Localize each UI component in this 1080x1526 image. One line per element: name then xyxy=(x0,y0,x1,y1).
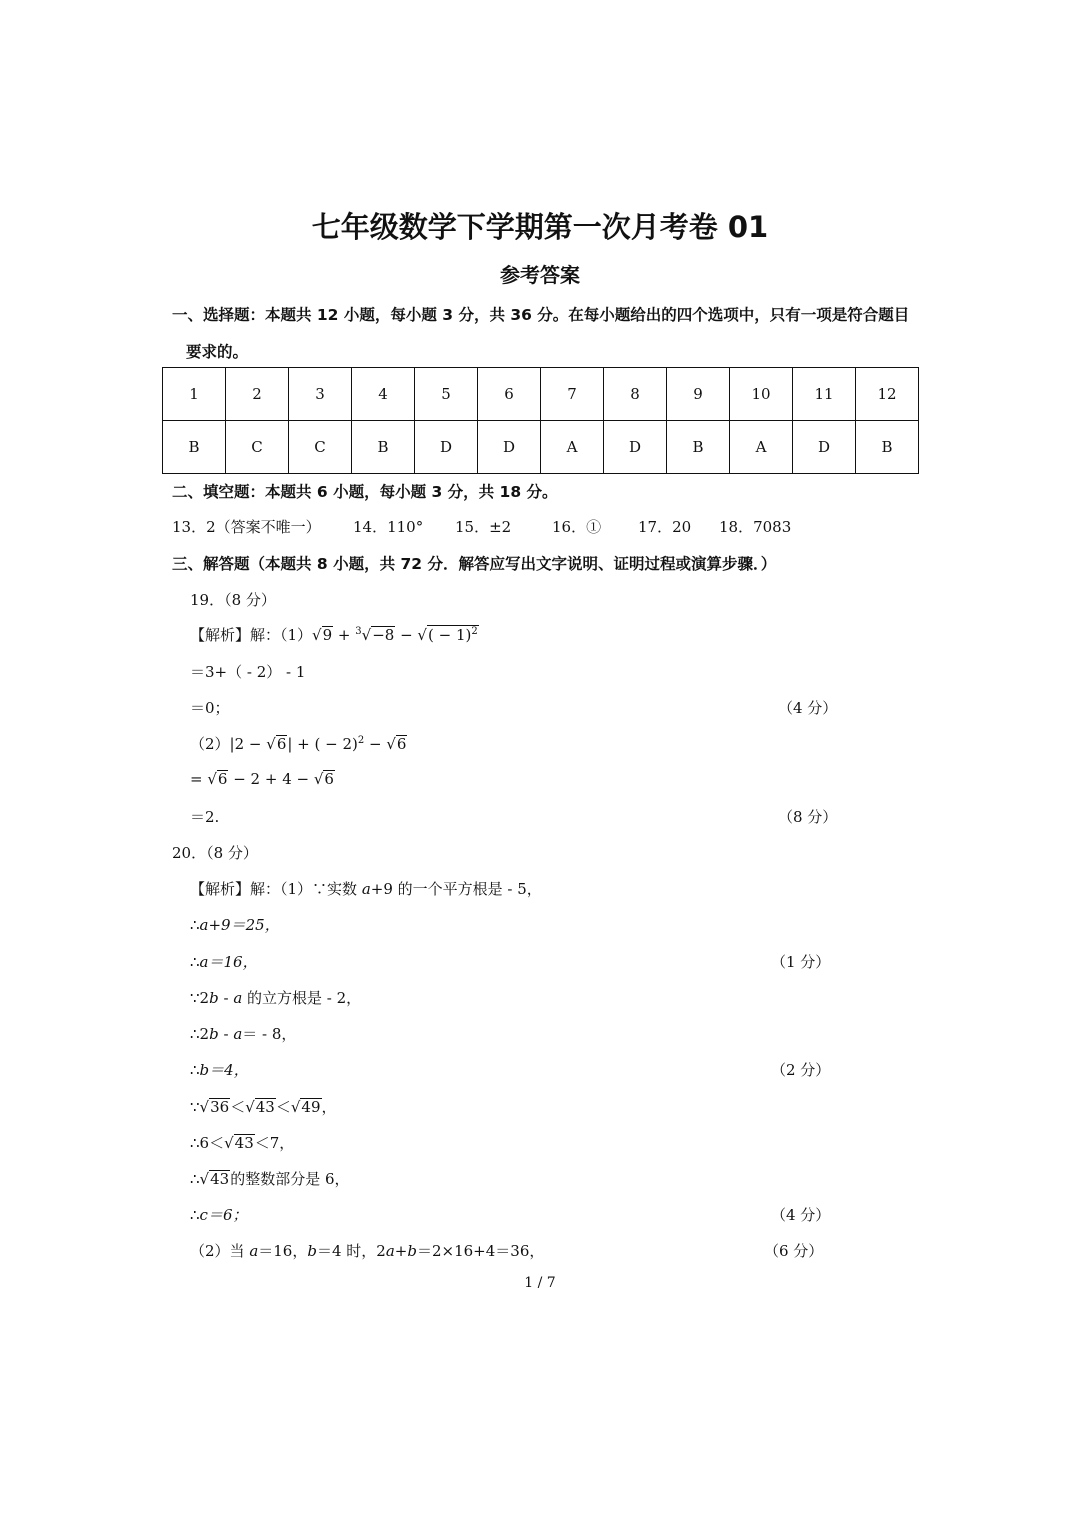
q20-l8-a: ∴6＜ xyxy=(190,1134,225,1152)
page-subtitle: 参考答案 xyxy=(500,263,580,287)
answer-table-answer-cell: C xyxy=(289,421,352,474)
var-a2: a xyxy=(233,989,243,1007)
q20-label: 20．（8 分） xyxy=(172,844,258,862)
page-title: 七年级数学下学期第一次月考卷 01 xyxy=(311,210,769,244)
q20-l2: a+9＝25， xyxy=(199,916,280,934)
q19-intro: 【解析】解：（1） xyxy=(190,626,313,644)
answer-table-answer-cell: D xyxy=(604,421,667,474)
sqrt-49: 49 xyxy=(301,1098,321,1116)
answer-table-answer-cell: B xyxy=(352,421,415,474)
sqrt-43c: 43 xyxy=(210,1170,230,1188)
q20-l10: c＝6； xyxy=(199,1206,248,1224)
exponent-2b: 2 xyxy=(357,735,365,746)
answer-table-number-cell: 10 xyxy=(730,368,793,421)
fill-answer-18: 18．7083 xyxy=(719,518,792,536)
q20-l1-post: +9 的一个平方根是 - 5， xyxy=(370,880,542,898)
fill-answer-17: 17．20 xyxy=(638,518,692,536)
var-b4: b xyxy=(407,1242,417,1260)
answer-table-answer-cell: D xyxy=(415,421,478,474)
fill-answer-15: 15．±2 xyxy=(455,518,512,536)
answer-table-answer-cell: B xyxy=(667,421,730,474)
q20-l5-mid: - xyxy=(218,1025,234,1043)
q20-l4-pre: ∵2 xyxy=(190,989,210,1007)
q20-score1: （1 分） xyxy=(771,953,831,971)
answer-table-answer-cell: B xyxy=(163,421,226,474)
q20-l11-mid1: ＝16， xyxy=(258,1242,308,1260)
q19-label: 19．（8 分） xyxy=(190,591,276,609)
var-b: b xyxy=(209,989,219,1007)
section3-heading: 三、解答题（本题共 8 小题，共 72 分．解答应写出文字说明、证明过程或演算步骤．） xyxy=(172,555,777,573)
q20-line10: ∴c＝6； xyxy=(190,1206,248,1224)
q20-l1-pre: 【解析】解：（1）∵实数 xyxy=(190,880,362,898)
abs-close: | + ( − 2) xyxy=(287,735,358,753)
answer-table xyxy=(162,367,919,474)
q20-score3: （4 分） xyxy=(771,1206,831,1224)
q20-l11-pre: （2）当 xyxy=(190,1242,250,1260)
q19-step4: ＝2. xyxy=(190,808,220,826)
answer-table-number-cell: 8 xyxy=(604,368,667,421)
answer-table-answer-cell: D xyxy=(478,421,541,474)
q20-line4 xyxy=(190,987,361,1008)
q20-line3: ∴a＝16， xyxy=(190,953,258,971)
q20-score4: （6 分） xyxy=(764,1242,824,1260)
var-a4: a xyxy=(249,1242,259,1260)
q19-score1: （4 分） xyxy=(778,699,838,717)
fill-answer-13: 13．2（答案不唯一） xyxy=(172,518,321,536)
answer-table-number-cell: 12 xyxy=(856,368,919,421)
answer-table-number-cell: 11 xyxy=(793,368,856,421)
q19-part2-expression: （2）|2 − √6| + ( − 2)$^2$ − √6 xyxy=(190,735,407,753)
exponent-2: 2 xyxy=(471,626,478,637)
paren-neg1: ( − 1) xyxy=(428,626,472,644)
q20-l3: a＝16， xyxy=(199,953,258,971)
q20-line6: ∴b＝4， xyxy=(190,1061,249,1079)
sqrt-9: 9 xyxy=(322,626,333,644)
q20-line5 xyxy=(190,1023,296,1044)
q20-line8: ∴6＜√43＜7， xyxy=(190,1134,295,1152)
equals: = xyxy=(190,770,208,788)
section2-heading: 二、填空题：本题共 6 小题，每小题 3 分，共 18 分。 xyxy=(172,483,558,501)
q20-l9-b: 的整数部分是 6， xyxy=(230,1170,350,1188)
answer-table-number-cell: 6 xyxy=(478,368,541,421)
answer-table-number-cell: 3 xyxy=(289,368,352,421)
answer-table-answer-cell: D xyxy=(793,421,856,474)
var-a: a xyxy=(361,880,371,898)
q20-l11-post: ＝2×16+4＝36， xyxy=(416,1242,545,1260)
answer-table-numbers xyxy=(163,368,919,421)
q20-line1 xyxy=(190,878,542,899)
fill-answer-14: 14．110° xyxy=(353,518,424,536)
sqrt-6: 6 xyxy=(276,735,287,753)
answer-table-number-cell: 5 xyxy=(415,368,478,421)
answer-table-number-cell: 9 xyxy=(667,368,730,421)
plus: + xyxy=(394,1242,408,1260)
q19-part2-label: （2） xyxy=(190,735,230,753)
answer-table-answer-cell: B xyxy=(856,421,919,474)
q20-line2: ∴a+9＝25， xyxy=(190,916,280,934)
cbrt-neg8: −8 xyxy=(372,626,395,644)
page-footer: 1 / 7 xyxy=(524,1275,556,1291)
q20-l6: b＝4， xyxy=(199,1061,249,1079)
answer-table-answers xyxy=(163,421,919,474)
q20-l4-post: 的立方根是 - 2， xyxy=(242,989,362,1007)
var-b3: b xyxy=(307,1242,317,1260)
answer-table-answer-cell: A xyxy=(730,421,793,474)
abs-open: |2 − xyxy=(229,735,267,753)
q20-line7: ∵√36＜√43＜√49， xyxy=(190,1098,337,1116)
sqrt-43b: 43 xyxy=(234,1134,254,1152)
q20-l5-post: ＝ - 8， xyxy=(242,1025,297,1043)
q19-step1: ＝3+（ - 2） - 1 xyxy=(190,663,306,681)
answer-table-answer-cell: C xyxy=(226,421,289,474)
cube-root-index: 3 xyxy=(355,626,362,637)
q19-part1-expression: 【解析】解：（1）√9 + $^3$√−8 − √( − 1)$^2$ xyxy=(190,626,478,644)
sqrt-6b: 6 xyxy=(396,735,407,753)
sqrt-43: 43 xyxy=(255,1098,275,1116)
answer-table-number-cell: 4 xyxy=(352,368,415,421)
sqrt-6d: 6 xyxy=(324,770,334,788)
var-a3: a xyxy=(233,1025,243,1043)
minus-sign: − xyxy=(364,735,387,753)
q20-l11-mid2: ＝4 时，2 xyxy=(316,1242,386,1260)
section1-heading: 一、选择题：本题共 12 小题，每小题 3 分，共 36 分。在每小题给出的四个选项中，只有一项是符合题目 xyxy=(172,306,910,324)
q19-score2: （8 分） xyxy=(778,808,838,826)
q20-l5-pre: ∴2 xyxy=(190,1025,210,1043)
q20-l4-mid: - xyxy=(218,989,234,1007)
q20-line11 xyxy=(190,1240,544,1261)
var-b2: b xyxy=(209,1025,219,1043)
q20-l8-c: ＜7， xyxy=(254,1134,295,1152)
answer-table-number-cell: 1 xyxy=(163,368,226,421)
q20-score2: （2 分） xyxy=(771,1061,831,1079)
sqrt-36: 36 xyxy=(210,1098,230,1116)
q20-line9: ∴√43的整数部分是 6， xyxy=(190,1170,350,1188)
q19-step3: = √6 − 2 + 4 − √6 xyxy=(190,770,334,788)
q19-step2: ＝0； xyxy=(190,699,230,717)
answer-table-number-cell: 7 xyxy=(541,368,604,421)
sqrt-6c: 6 xyxy=(217,770,228,788)
var-a5: a xyxy=(385,1242,395,1260)
answer-table-answer-cell: A xyxy=(541,421,604,474)
answer-table-number-cell: 2 xyxy=(226,368,289,421)
section1-heading-cont: 要求的。 xyxy=(186,343,249,361)
fill-answer-16: 16．① xyxy=(552,518,602,536)
sqrt-neg1-squared xyxy=(427,625,479,644)
step3-mid: − 2 + 4 − xyxy=(228,770,314,788)
